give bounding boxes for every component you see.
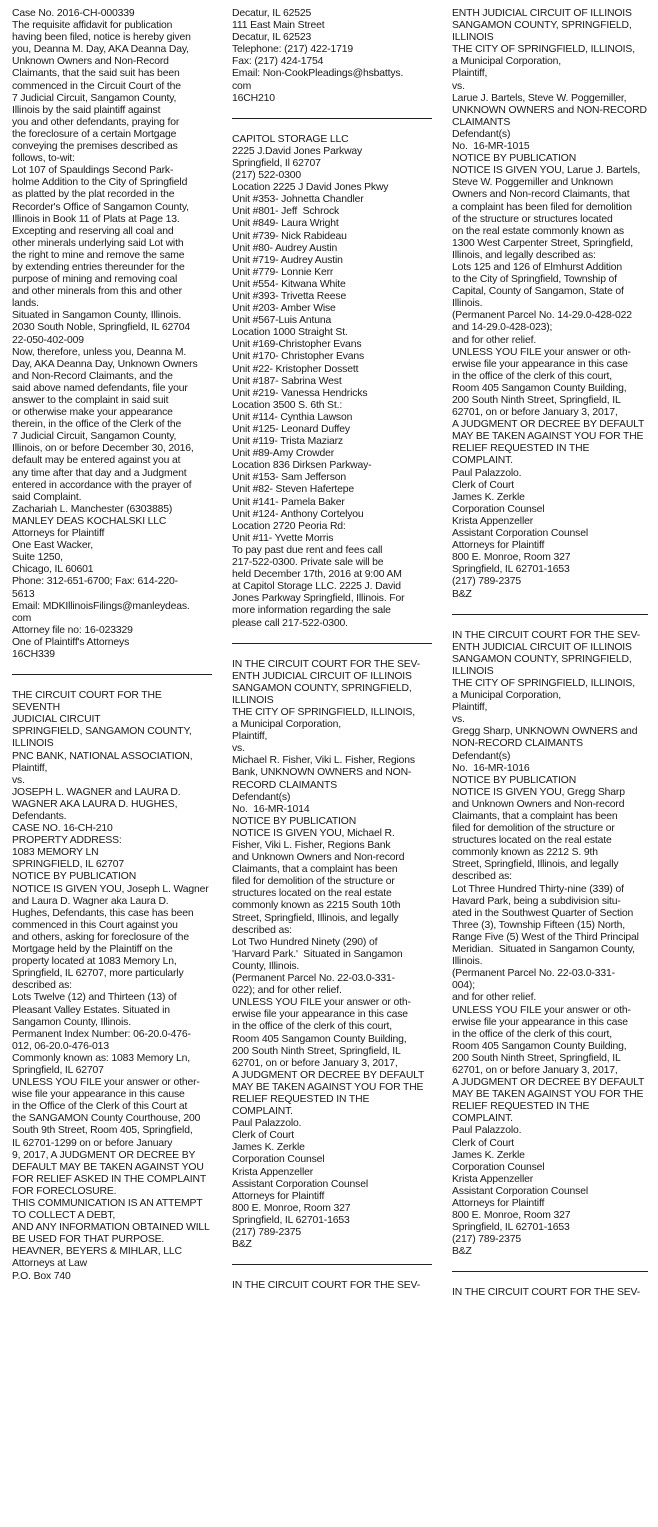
notice-foreclosure-wagner-cont: Decatur, IL 62525 111 East Main Street Decatur, IL 62523 Telephone: (217) 422-1719 Fax: (217) 424-1754 Email: Non-CookPleadings@hsbattys. com 16CH210 [232, 8, 404, 104]
notice-divider [232, 1264, 432, 1265]
notice-continued-header: IN THE CIRCUIT COURT FOR THE SEV- [232, 1280, 421, 1292]
column-3 [452, 8, 648, 1527]
notice-foreclosure-day: Case No. 2016-CH-000339 The requisite affidavit for publication having been filed, notice is hereby given you, Deanna M. Day, AKA Deanna Day, Unknown Owners and Non-Record Claimants, that the said suit has been commenced in the Circuit Court of the 7 Judicial Circuit, Sangamon County, Illinois by the said plaintiff against you and other defendants, praying for the foreclosure of a certain Mortgage conveying the premises described as follows, to-wit: Lot 107 of Spauldings Second Park- holme Addition to the City of Springfield as platted by the plat recorded in the Recorder's Office of Sangamon County, Illinois in Book 11 of Plats at Page 13. Excepting and reserving all coal and other minerals underlying said Lot with the right to mine and remove the same by extending entries thereunder for the purpose of mining and removing coal and other minerals from this and other lands. Situated in Sangamon County, Illinois. 2030 South Noble, Springfield, IL 62704 22-050-402-009 Now, therefore, unless you, Deanna M. Day, AKA Deanna Day, Unknown Owners and Non-Record Claimants, and the said above named defendants, file your answer to the complaint in said suit or otherwise make your appearance therein, in the office of the Clerk of the 7 Judicial Circuit, Sangamon County, Illinois, on or before December 30, 2016, default may be entered against you at any time after that day and a Judgment entered in accordance with the prayer of said Complaint. Zachariah L. Manchester (6303885) MANLEY DEAS KOCHALSKI LLC Attorneys for Plaintiff One East Wacker, Suite 1250, Chicago, IL 60601 Phone: 312-651-6700; Fax: 614-220- 5613 Email: MDKIllinoisFilings@manleydeas. com Attorney file no: 16-023329 One of Plaintiff's Attorneys 16CH339 [12, 8, 198, 660]
notice-divider [232, 643, 432, 644]
notice-divider [232, 118, 432, 119]
notice-capitol-storage-sale: CAPITOL STORAGE LLC 2225 J.David Jones Parkway Springfield, Il 62707 (217) 522-0300 Location 2225 J David Jones Pkwy Unit #353- Johnetta Chandler Unit #801- Jeff Schrock Unit #849- Laura Wright Unit #739- Nick Rabideau Unit #80- Audrey Austin Unit #719- Audrey Austin Unit #779- Lonnie Kerr Unit #554- Kitwana White Unit #393- Trivetta Reese Unit #203- Amber Wise Unit #567-Luis Antuna Location 1000 Straight St. Unit #169-Christopher Evans Unit #170- Christopher Evans Unit #22- Kristopher Dossett Unit #187- Sabrina West Unit #219- Vanessa Hendricks Location 3500 S. 6th St.: Unit #114- Cynthia Lawson Unit #125- Leonard Duffey Unit #119- Trista Maziarz Unit #89-Amy Crowder Location 836 Dirksen Parkway- Unit #153- Sam Jefferson Unit #82- Steven Hafertepe Unit #141- Pamela Baker Unit #124- Anthony Cortelyou Location 2720 Peoria Rd: Unit #11- Yvette Morris To pay past due rent and fees call 217-522-0300. Private sale will be held December 17th, 2016 at 9:00 AM at Capitol Storage LLC. 2225 J. David Jones Parkway Springfield, Illinois. For more information regarding the sale please call 217-522-0300. [232, 133, 405, 629]
notice-divider [452, 614, 648, 615]
column-1 [12, 8, 212, 1527]
notice-demolition-bartels: ENTH JUDICIAL CIRCUIT OF ILLINOIS SANGAMON COUNTY, SPRINGFIELD, ILLINOIS THE CITY OF SPRINGFIELD, ILLINOIS, a Municipal Corporation, Plaintiff, vs. Larue J. Bartels, Steve W. Poggemiller, UNKNOWN OWNERS and NON-RECORD CLAIMANTS Defendant(s) No. 16-MR-1015 NOTICE BY PUBLICATION NOTICE IS GIVEN YOU, Larue J. Bartels, Steve W. Poggemiller and Unknown Owners and Non-record Claimants, that a complaint has been filed for demolition of the structure or structures located on the real estate commonly known as 1300 West Carpenter Street, Springfield, Illinois, and legally described as: Lots 125 and 126 of Elmhurst Addition to the City of Springfield, Township of Capital, County of Sangamon, State of Illinois. (Permanent Parcel No. 14-29.0-428-022 and 14-29.0-428-023); and for other relief. UNLESS YOU FILE your answer or oth- erwise file your appearance in this case in the office of the clerk of this court, Room 405 Sangamon County Building, 200 South Ninth Street, Springfield, IL 62701, on or before January 3, 2017, A JUDGMENT OR DECREE BY DEFAULT MAY BE TAKEN AGAINST YOU FOR THE RELIEF REQUESTED IN THE COMPLAINT. Paul Palazzolo. Clerk of Court James K. Zerkle Corporation Counsel Krista Appenzeller Assistant Corporation Counsel Attorneys for Plaintiff 800 E. Monroe, Room 327 Springfield, IL 62701-1653 (217) 789-2375 B&Z [452, 8, 647, 600]
column-2 [232, 8, 432, 1527]
notice-divider [12, 674, 212, 675]
notice-continued-header: IN THE CIRCUIT COURT FOR THE SEV- [452, 1287, 641, 1299]
notice-foreclosure-wagner: THE CIRCUIT COURT FOR THE SEVENTH JUDICIAL CIRCUIT SPRINGFIELD, SANGAMON COUNTY, ILLINOIS PNC BANK, NATIONAL ASSOCIATION, Plaintiff, vs. JOSEPH L. WAGNER and LAURA D. WAGNER AKA LAURA D. HUGHES, Defendants. CASE NO. 16-CH-210 PROPERTY ADDRESS: 1083 MEMORY LN SPRINGFIELD, IL 62707 NOTICE BY PUBLICATION NOTICE IS GIVEN YOU, Joseph L. Wagner and Laura D. Wagner aka Laura D. Hughes, Defendants, this case has been commenced in this Court against you and others, asking for foreclosure of the Mortgage held by the Plaintiff on the property located at 1083 Memory Ln, Springfield, IL 62707, more particularly described as: Lots Twelve (12) and Thirteen (13) of Pleasant Valley Estates. Situated in Sangamon County, Illinois. Permanent Index Number: 06-20.0-476- 012, 06-20.0-476-013 Commonly known as: 1083 Memory Ln, Springfield, IL 62707 UNLESS YOU FILE your answer or other- wise file your appearance in this cause in the Office of the Clerk of this Court at the SANGAMON County Courthouse, 200 South 9th Street, Room 405, Springfield, IL 62701-1299 on or before January 9, 2017, A JUDGMENT OR DECREE BY DEFAULT MAY BE TAKEN AGAINST YOU FOR RELIEF ASKED IN THE COMPLAINT FOR FORECLOSURE. THIS COMMUNICATION IS AN ATTEMPT TO COLLECT A DEBT, AND ANY INFORMATION OBTAINED WILL BE USED FOR THAT PURPOSE. HEAVNER, BEYERS & MIHLAR, LLC Attorneys at Law P.O. Box 740 [12, 690, 210, 1282]
notice-demolition-fisher: IN THE CIRCUIT COURT FOR THE SEV- ENTH JUDICIAL CIRCUIT OF ILLINOIS SANGAMON COUNTY, SPRINGFIELD, ILLINOIS THE CITY OF SPRINGFIELD, ILLINOIS, a Municipal Corporation, Plaintiff, vs. Michael R. Fisher, Viki L. Fisher, Regions Bank, UNKNOWN OWNERS and NON- RECORD CLAIMANTS Defendant(s) No. 16-MR-1014 NOTICE BY PUBLICATION NOTICE IS GIVEN YOU, Michael R. Fisher, Viki L. Fisher, Regions Bank and Unknown Owners and Non-record Claimants, that a complaint has been filed for demolition of the structure or structures located on the real estate commonly known as 2215 South 10th Street, Springfield, Illinois, and legally described as: Lot Two Hundred Ninety (290) of 'Harvard Park.' Situated in Sangamon County, Illinois. (Permanent Parcel No. 22-03.0-331- 022); and for other relief. UNLESS YOU FILE your answer or oth- erwise file your appearance in this case in the office of the clerk of this court, Room 405 Sangamon County Building, 200 South Ninth Street, Springfield, IL 62701, on or before January 3, 2017, A JUDGMENT OR DECREE BY DEFAULT MAY BE TAKEN AGAINST YOU FOR THE RELIEF REQUESTED IN THE COMPLAINT. Paul Palazzolo. Clerk of Court James K. Zerkle Corporation Counsel Krista Appenzeller Assistant Corporation Counsel Attorneys for Plaintiff 800 E. Monroe, Room 327 Springfield, IL 62701-1653 (217) 789-2375 B&Z [232, 658, 425, 1251]
notice-divider [452, 1271, 648, 1272]
notice-demolition-sharp: IN THE CIRCUIT COURT FOR THE SEV- ENTH JUDICIAL CIRCUIT OF ILLINOIS SANGAMON COUNTY, SPRINGFIELD, ILLINOIS THE CITY OF SPRINGFIELD, ILLINOIS, a Municipal Corporation, Plaintiff, vs. Gregg Sharp, UNKNOWN OWNERS and NON-RECORD CLAIMANTS Defendant(s) No. 16-MR-1016 NOTICE BY PUBLICATION NOTICE IS GIVEN YOU, Gregg Sharp and Unknown Owners and Non-record Claimants, that a complaint has been filed for demolition of the structure or structures located on the real estate commonly known as 2212 S. 9th Street, Springfield, Illinois, and legally described as: Lot Three Hundred Thirty-nine (339) of Havard Park, being a subdivision situ- ated in the Southwest Quarter of Section Three (3), Township Fifteen (15) North, Range Five (5) West of the Third Principal Meridian. Situated in Sangamon County, Illinois. (Permanent Parcel No. 22-03.0-331- 004); and for other relief. UNLESS YOU FILE your answer or oth- erwise file your appearance in this case in the office of the clerk of this court, Room 405 Sangamon County Building, 200 South Ninth Street, Springfield, IL 62701, on or before January 3, 2017, A JUDGMENT OR DECREE BY DEFAULT MAY BE TAKEN AGAINST YOU FOR THE RELIEF REQUESTED IN THE COMPLAINT. Paul Palazzolo. Clerk of Court James K. Zerkle Corporation Counsel Krista Appenzeller Assistant Corporation Counsel Attorneys for Plaintiff 800 E. Monroe, Room 327 Springfield, IL 62701-1653 (217) 789-2375 B&Z [452, 629, 645, 1258]
